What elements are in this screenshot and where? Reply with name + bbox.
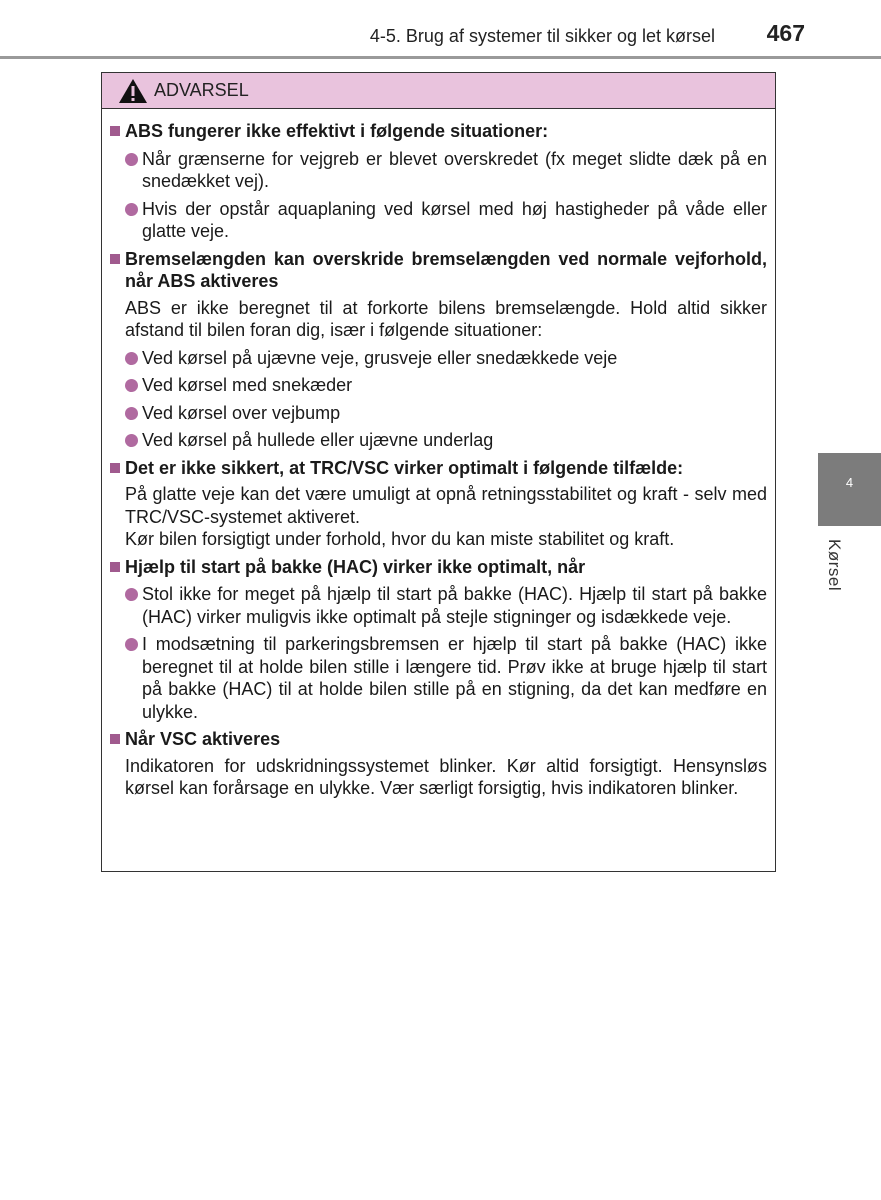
- round-bullet-icon: [125, 153, 138, 166]
- square-bullet-icon: [110, 734, 120, 744]
- bullet-text: Ved kørsel med snekæder: [142, 375, 353, 395]
- section-paragraph: Kør bilen forsigtigt under forhold, hvor du kan miste stabilitet og kraft.: [125, 529, 675, 549]
- section-heading-text: Det er ikke sikkert, at TRC/VSC virker optimalt i følgende tilfælde:: [125, 457, 684, 478]
- chapter-number: 4: [845, 475, 854, 490]
- section-heading: [110, 248, 767, 293]
- section-header-title: 4-5. Brug af systemer til sikker og let kørsel: [369, 26, 715, 46]
- round-bullet-icon: [125, 203, 138, 216]
- square-bullet-icon: [110, 463, 120, 473]
- section-heading: [110, 120, 767, 143]
- square-bullet-icon: [110, 562, 120, 572]
- bullet-text: Ved kørsel på ujævne veje, grusveje eller snedækkede veje: [142, 347, 618, 368]
- warning-header: [102, 73, 775, 109]
- bullet-item: [125, 402, 767, 425]
- header-rule: [0, 56, 881, 59]
- bullet-text: Ved kørsel på hullede eller ujævne underlag: [142, 430, 494, 450]
- section-heading-text: Når VSC aktiveres: [125, 729, 281, 749]
- bullet-item: [125, 429, 767, 452]
- bullet-item: [125, 583, 767, 628]
- bullet-text: Når grænserne for vejgreb er blevet overskredet (fx meget slidte dæk på en snedækket vej).: [142, 148, 767, 191]
- bullet-item: [125, 374, 767, 397]
- bullet-item: [125, 198, 767, 243]
- round-bullet-icon: [125, 379, 138, 392]
- bullet-text: Ved kørsel over vejbump: [142, 402, 341, 423]
- section-paragraph: Indikatoren for udskridningssystemet blinker. Kør altid forsigtigt. Hensynsløs kørsel kan forårsage en ulykke. Vær særligt forsigtig, hvis indikatoren blinker.: [125, 755, 767, 798]
- section-heading: [110, 457, 767, 480]
- section-paragraph: På glatte veje kan det være umuligt at opnå retningsstabilitet og kraft - selv med TRC/VSC-systemet aktiveret.: [125, 484, 767, 527]
- section-heading: [110, 728, 767, 751]
- round-bullet-icon: [125, 352, 138, 365]
- round-bullet-icon: [125, 434, 138, 447]
- bullet-text: Stol ikke for meget på hjælp til start på bakke (HAC). Hjælp til start på bakke (HAC) virker muligvis ikke optimalt på stejle stigninger og isdækkede veje.: [142, 584, 767, 627]
- square-bullet-icon: [110, 254, 120, 264]
- bullet-item: [125, 347, 767, 370]
- section-heading-text: Hjælp til start på bakke (HAC) virker ikke optimalt, når: [125, 556, 586, 577]
- warning-content: [102, 109, 775, 800]
- warning-box: [101, 72, 776, 872]
- section-heading: [110, 556, 767, 579]
- section-heading-text: Bremselængden kan overskride bremselængden ved normale vejforhold, når ABS aktiveres: [125, 248, 767, 291]
- chapter-tab[interactable]: [818, 453, 881, 526]
- round-bullet-icon: [125, 407, 138, 420]
- section-heading-text: ABS fungerer ikke effektivt i følgende situationer:: [125, 121, 549, 141]
- bullet-item: [125, 633, 767, 723]
- round-bullet-icon: [125, 638, 138, 651]
- warning-title: ADVARSEL: [154, 80, 249, 100]
- square-bullet-icon: [110, 126, 120, 136]
- bullet-text: Hvis der opstår aquaplaning ved kørsel med høj hastigheder på våde eller glatte veje.: [142, 198, 767, 241]
- chapter-label: Kørsel: [825, 539, 844, 592]
- round-bullet-icon: [125, 588, 138, 601]
- bullet-item: [125, 148, 767, 193]
- page-number: 467: [766, 20, 805, 46]
- bullet-text: I modsætning til parkeringsbremsen er hjælp til start på bakke (HAC) ikke beregnet til at holde bilen stille i længere tid. Prøv ikke at bruge hjælp til start på bakke (HAC) til at holde bilen stille på en stigning, da det kan medføre en ulykke.: [142, 634, 767, 722]
- section-paragraph: ABS er ikke beregnet til at forkorte bilens bremselængde. Hold altid sikker afstand til bilen foran dig, især i følgende situationer:: [125, 297, 767, 340]
- warning-triangle-icon: [118, 78, 148, 104]
